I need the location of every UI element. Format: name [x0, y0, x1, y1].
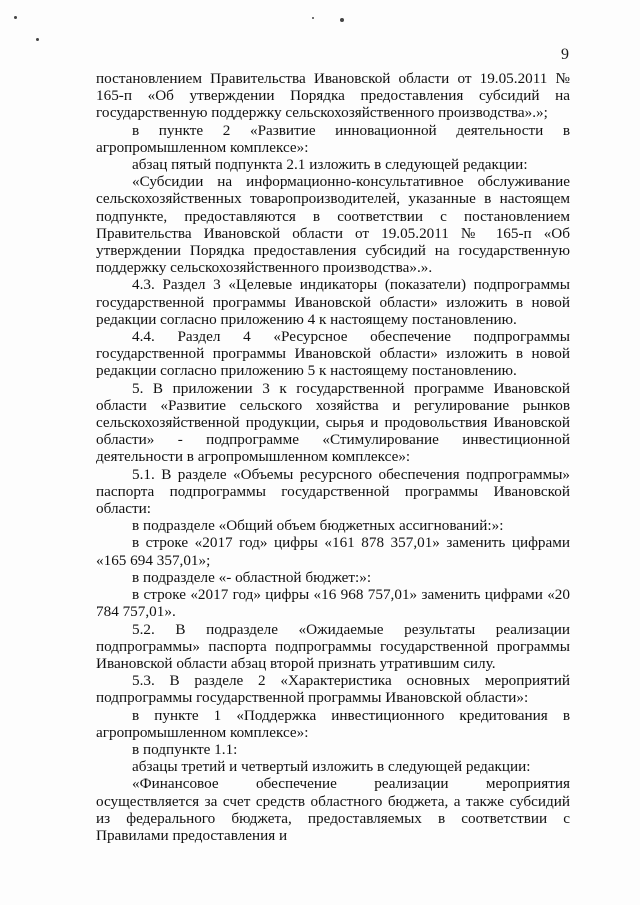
- paragraph: в подпункте 1.1:: [132, 740, 238, 758]
- scan-speck: [14, 16, 17, 19]
- paragraph: 4.4. Раздел 4 «Ресурсное обеспечение подпрограммы государственной программы Ивановской области» изложить в новой редакции согласно приложению 5 к настоящему постановлению.: [96, 328, 570, 380]
- paragraph: 5.1. В разделе «Объемы ресурсного обеспечения подпрограммы» паспорта подпрограммы государственной программы Ивановской области:: [96, 465, 570, 518]
- paragraph: в пункте 2 «Развитие инновационной деятельности в агропромышленном комплексе»:: [96, 121, 570, 156]
- paragraph: постановлением Правительства Ивановской области от 19.05.2011 № 165-п «Об утверждении Порядка предоставления субсидий на государственную поддержку сельскохозяйственного производства».»;: [96, 70, 570, 122]
- paragraph: абзацы третий и четвертый изложить в следующей редакции:: [132, 758, 531, 776]
- paragraph: 5.2. В подразделе «Ожидаемые результаты реализации подпрограммы» паспорта подпрограммы государственной программы Ивановской области абзац второй признать утратившим силу.: [96, 620, 570, 672]
- paragraph: в подразделе «Общий объем бюджетных ассигнований:»:: [132, 517, 504, 535]
- paragraph: в строке «2017 год» цифры «16 968 757,01» заменить цифрами «20 784 757,01».: [96, 586, 570, 621]
- scan-speck: [312, 17, 314, 19]
- paragraph: абзац пятый подпункта 2.1 изложить в следующей редакции:: [132, 156, 528, 174]
- paragraph: 5. В приложении 3 к государственной программе Ивановской области «Развитие сельского хозяйства и регулирование рынков сельскохозяйственной продукции, сырья и продовольствия Ивановской области» - подпрограмме «Стимулирование инвестиционной деятельности в агропромышленном комплексе»:: [96, 379, 570, 466]
- scan-speck: [36, 38, 39, 41]
- page-number: 9: [561, 46, 569, 63]
- document-body: [96, 70, 570, 844]
- paragraph: «Субсидии на информационно-консультативное обслуживание сельскохозяйственных товаропроизводителей, указанные в настоящем подпункте, предоставляются в соответствии с постановлением Правительства Ивановской области от 19.05.2011 № 165-п «Об утверждении Порядка предоставления субсидий на государственную поддержку сельскохозяйственного производства».».: [96, 173, 570, 277]
- paragraph: в строке «2017 год» цифры «161 878 357,01» заменить цифрами «165 694 357,01»;: [96, 534, 570, 569]
- paragraph: 5.3. В разделе 2 «Характеристика основных мероприятий подпрограммы государственной программы Ивановской области»:: [96, 672, 570, 707]
- paragraph: «Финансовое обеспечение реализации мероприятия осуществляется за счет средств областного бюджета, а также субсидий из федерального бюджета, предоставляемых в соответствии с Правилами предоставления и: [96, 775, 570, 844]
- paragraph: 4.3. Раздел 3 «Целевые индикаторы (показатели) подпрограммы государственной программы Ивановской области» изложить в новой редакции согласно приложению 4 к настоящему постановлению.: [96, 276, 570, 328]
- paragraph: в пункте 1 «Поддержка инвестиционного кредитования в агропромышленном комплексе»:: [96, 706, 570, 741]
- paragraph: в подразделе «- областной бюджет:»:: [132, 568, 372, 586]
- scan-speck: [340, 18, 344, 22]
